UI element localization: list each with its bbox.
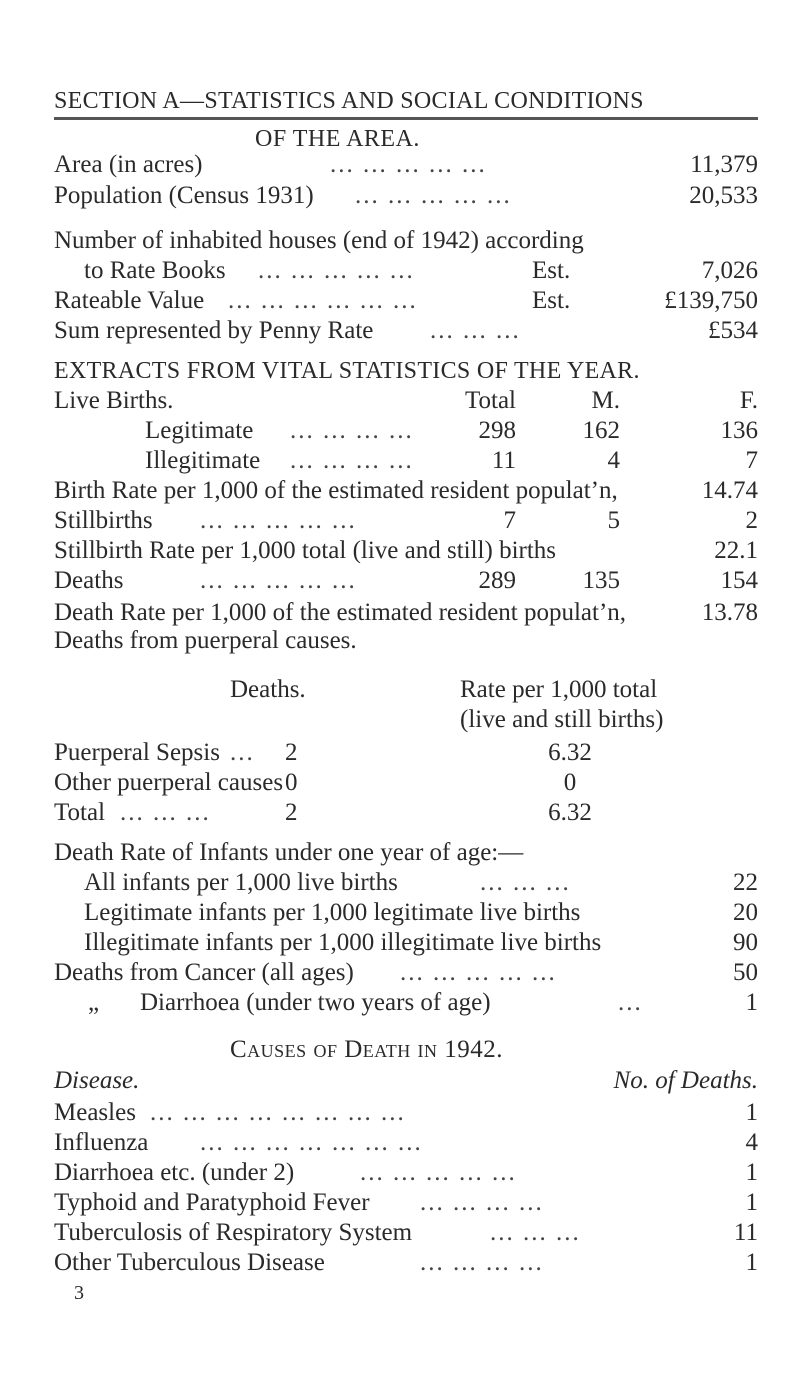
- puerperal-row-deaths: 2: [285, 799, 298, 826]
- cause-row-deaths: 1: [745, 1159, 758, 1186]
- leader-dots: ... ... ...: [430, 317, 521, 344]
- rateable-label: Rateable Value: [54, 287, 205, 314]
- leader-dots: ... ... ... ... ... ... ...: [200, 1129, 423, 1156]
- cause-row-disease: Measles: [54, 1099, 136, 1126]
- stillbirths-m: 5: [607, 507, 620, 534]
- leader-dots: ... ... ... ...: [420, 1189, 544, 1216]
- stillbirth-rate-label: Stillbirth Rate per 1,000 total (live and still) births: [54, 537, 557, 564]
- leader-dots: ... ... ... ... ...: [360, 1159, 517, 1186]
- rateable-est: Est.: [532, 287, 571, 314]
- population-value: 20,533: [689, 182, 758, 209]
- leader-dots: ... ... ... ... ...: [330, 151, 487, 178]
- leader-dots: ... ... ... ... ...: [200, 507, 357, 534]
- deaths-f: 154: [720, 567, 758, 594]
- col-total: Total: [464, 387, 516, 414]
- stillbirths-f: 2: [745, 507, 758, 534]
- legitimate-m: 162: [582, 417, 620, 444]
- title-rule: [54, 117, 758, 120]
- puerperal-col-rate: Rate per 1,000 total: [460, 676, 658, 703]
- cause-row-disease: Influenza: [54, 1129, 149, 1156]
- leader-dots: ... ... ... ... ...: [200, 567, 357, 594]
- legitimate-total: 298: [478, 417, 516, 444]
- puerperal-row-deaths: 0: [285, 769, 298, 796]
- houses-label-cont: to Rate Books: [84, 257, 226, 284]
- infants-row-value: 20: [733, 899, 758, 926]
- illegitimate-label: Illegitimate: [145, 447, 261, 474]
- area-value: 11,379: [690, 151, 758, 178]
- penny-label: Sum represented by Penny Rate: [54, 317, 374, 344]
- puerperal-row-label: Puerperal Sepsis: [54, 739, 220, 766]
- rateable-value: £139,750: [664, 287, 758, 314]
- illegitimate-f: 7: [745, 447, 758, 474]
- stillbirth-rate-value: 22.1: [714, 537, 758, 564]
- puerperal-row-rate: 0: [563, 769, 577, 796]
- legitimate-label: Legitimate: [145, 417, 254, 444]
- stillbirths-label: Stillbirths: [54, 507, 153, 534]
- birth-rate-value: 14.74: [701, 477, 758, 504]
- page-number: 3: [74, 1282, 84, 1304]
- birth-rate-label: Birth Rate per 1,000 of the estimated resident populat’n,: [54, 477, 618, 504]
- leader-dots: ... ... ... ...: [290, 417, 414, 444]
- area-label: Area (in acres): [54, 151, 203, 178]
- puerperal-row-label: Other puerperal causes: [54, 769, 284, 796]
- deaths-label: Deaths: [54, 567, 124, 594]
- cause-row-disease: Typhoid and Paratyphoid Fever: [54, 1189, 370, 1216]
- cause-row-deaths: 1: [745, 1189, 758, 1216]
- infants-row-label: Illegitimate infants per 1,000 illegitimate live births: [84, 929, 602, 956]
- deaths-m: 135: [582, 567, 620, 594]
- vital-heading: EXTRACTS FROM VITAL STATISTICS OF THE YEAR.: [54, 358, 640, 384]
- cause-row-disease: Tuberculosis of Respiratory System: [54, 1219, 413, 1246]
- houses-est: Est.: [532, 257, 571, 284]
- stillbirths-total: 7: [503, 507, 516, 534]
- leader-dots: ... ... ...: [490, 1219, 581, 1246]
- illegitimate-m: 4: [607, 447, 620, 474]
- puerperal-col-rate-sub: (live and still births): [460, 706, 664, 733]
- causes-col-disease: Disease.: [54, 1067, 140, 1094]
- leader-dots: ... ... ... ...: [290, 447, 414, 474]
- population-label: Population (Census 1931): [54, 182, 314, 209]
- legitimate-f: 136: [720, 417, 758, 444]
- causes-col-deaths: No. of Deaths.: [613, 1067, 758, 1094]
- puerperal-row-rate: 6.32: [548, 739, 592, 766]
- infants-row-value: 22: [733, 869, 758, 896]
- penny-value: £534: [708, 317, 758, 344]
- cause-row-deaths: 1: [745, 1249, 758, 1276]
- live-births-label: Live Births.: [54, 387, 174, 414]
- cause-row-deaths: 11: [733, 1219, 758, 1246]
- diarrhoea-value: 1: [745, 989, 758, 1016]
- leader-dots: ... ... ...: [120, 799, 211, 826]
- puerperal-row-deaths: 2: [285, 739, 298, 766]
- cause-row-disease: Other Tuberculous Disease: [54, 1249, 325, 1276]
- col-m: M.: [591, 387, 620, 414]
- cause-row-deaths: 4: [745, 1129, 758, 1156]
- puerperal-row-label: Total: [54, 799, 106, 826]
- section-subtitle: OF THE AREA.: [255, 126, 420, 152]
- puerperal-intro: Deaths from puerperal causes.: [54, 627, 357, 654]
- infants-row-label: All infants per 1,000 live births: [84, 869, 398, 896]
- deaths-total: 289: [478, 567, 516, 594]
- illegitimate-total: 11: [491, 447, 516, 474]
- cancer-label: Deaths from Cancer (all ages): [54, 959, 354, 986]
- puerperal-col-deaths: Deaths.: [230, 676, 306, 703]
- leader-dots: ... ... ...: [480, 869, 571, 896]
- leader-dots: ... ... ... ... ...: [355, 182, 512, 209]
- infants-row-value: 90: [733, 929, 758, 956]
- leader-dots: ...: [618, 989, 643, 1016]
- col-f: F.: [739, 387, 758, 414]
- leader-dots: ... ... ... ... ...: [400, 959, 557, 986]
- houses-value: 7,026: [701, 257, 758, 284]
- ditto-mark: „: [88, 989, 100, 1016]
- death-rate-label: Death Rate per 1,000 of the estimated resident populat’n,: [54, 599, 627, 626]
- cause-row-disease: Diarrhoea etc. (under 2): [54, 1159, 295, 1186]
- houses-label: Number of inhabited houses (end of 1942) according: [54, 227, 584, 254]
- leader-dots: ... ... ... ... ...: [258, 257, 415, 284]
- leader-dots: ... ... ... ... ... ...: [228, 287, 418, 314]
- cancer-value: 50: [733, 959, 758, 986]
- section-title: SECTION A—STATISTICS AND SOCIAL CONDITIONS: [54, 88, 644, 114]
- puerperal-row-rate: 6.32: [548, 799, 592, 826]
- leader-dots: ... ... ... ...: [420, 1249, 544, 1276]
- diarrhoea-label: Diarrhoea (under two years of age): [140, 989, 491, 1016]
- cause-row-deaths: 1: [745, 1099, 758, 1126]
- death-rate-value: 13.78: [701, 599, 758, 626]
- leader-dots: ... ... ... ... ... ... ... ...: [150, 1099, 406, 1126]
- infants-row-label: Legitimate infants per 1,000 legitimate live births: [84, 899, 581, 926]
- leader-dots: ...: [230, 739, 255, 766]
- causes-heading: Causes of Death in 1942.: [230, 1036, 503, 1063]
- infants-heading: Death Rate of Infants under one year of age:—: [54, 839, 524, 866]
